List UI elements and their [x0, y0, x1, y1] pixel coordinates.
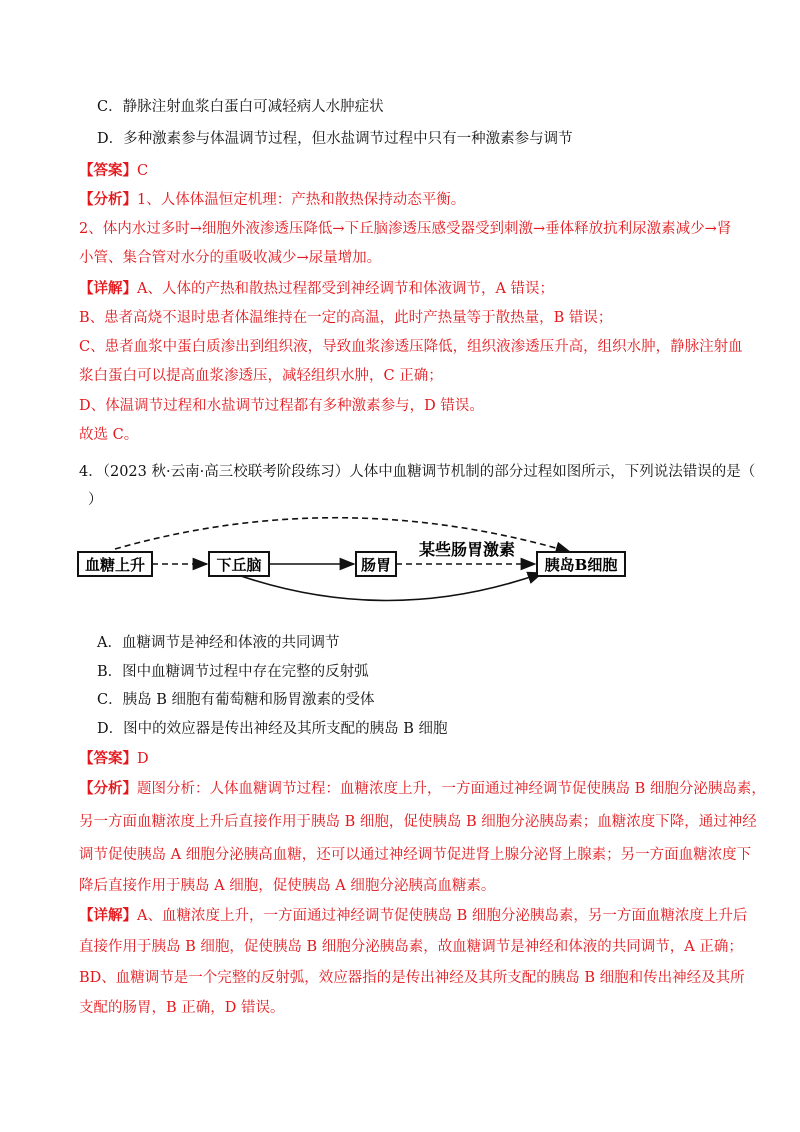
question4-stem-end: ）	[88, 492, 103, 508]
arrow-label-gut-hormones: 某些肠胃激素	[418, 540, 516, 559]
analysis-tag: 【分析】	[79, 780, 137, 797]
detail-prev-line4: 浆白蛋白可以提高血浆渗透压，减轻组织水肿，C 正确；	[79, 368, 443, 384]
option-d-prev: D．多种激素参与体温调节过程，但水盐调节过程中只有一种激素参与调节	[97, 131, 573, 147]
detail-prev-line1	[79, 279, 554, 299]
answer-value: C	[137, 163, 149, 179]
analysis-text: 题图分析：人体血糖调节过程：血糖浓度上升，一方面通过神经调节促使胰岛 B 细胞分泌胰岛素，	[137, 781, 766, 797]
detail-text: A、血糖浓度上升，一方面通过神经调节促使胰岛 B 细胞分泌胰岛素，另一方面血糖浓度上升后	[137, 908, 748, 924]
analysis4-line3: 调节促使胰岛 A 细胞分泌胰高血糖，还可以通过神经调节促进肾上腺分泌肾上腺素；另一方面血糖浓度下	[79, 847, 752, 863]
answer-tag: 【答案】	[79, 162, 137, 179]
analysis-text: 1、人体体温恒定机理：产热和散热保持动态平衡。	[137, 192, 466, 208]
analysis-prev-line1	[79, 190, 465, 210]
detail-prev-line3: C、患者血浆中蛋白质渗出到组织液，导致血浆渗透压降低，组织液渗透压升高，组织水肿，静脉注射血	[79, 339, 743, 355]
solid-curve-arrow	[238, 573, 542, 601]
box-hypothalamus-label: 下丘脑	[216, 556, 262, 574]
analysis4-line2: 另一方面血糖浓度上升后直接作用于胰岛 B 细胞，促使胰岛 B 细胞分泌胰岛素；血糖浓度下降，通过神经	[79, 814, 757, 830]
option4-a: A．血糖调节是神经和体液的共同调节	[97, 635, 340, 651]
answer-tag: 【答案】	[79, 750, 137, 767]
box-gut-label: 肠胃	[360, 556, 392, 574]
detail4-line4: 支配的肠胃，B 正确，D 错误。	[79, 1000, 285, 1016]
analysis4-line4: 降后直接作用于胰岛 A 细胞，促使胰岛 A 细胞分泌胰高血糖素。	[79, 878, 496, 894]
option-c-prev: C．静脉注射血浆白蛋白可减轻病人水肿症状	[97, 99, 384, 115]
option4-c: C．胰岛 B 细胞有葡萄糖和肠胃激素的受体	[97, 692, 375, 708]
box-islet-b-cell-label: 胰岛B细胞	[544, 556, 618, 574]
detail-prev-line5: D、体温调节过程和水盐调节过程都有多种激素参与，D 错误。	[79, 398, 484, 414]
question4-stem: 4．（2023 秋·云南·高三校联考阶段练习）人体中血糖调节机制的部分过程如图所示，下列说法错误的是（	[79, 464, 756, 480]
answer4	[79, 749, 149, 769]
option4-d: D．图中的效应器是传出神经及其所支配的胰岛 B 细胞	[97, 721, 448, 737]
blood-sugar-diagram	[70, 505, 640, 615]
analysis-prev-line3: 小管、集合管对水分的重吸收减少→尿量增加。	[79, 250, 382, 266]
detail-tag: 【详解】	[79, 280, 137, 297]
box-blood-sugar-label: 血糖上升	[84, 556, 146, 574]
option4-b: B．图中血糖调节过程中存在完整的反射弧	[97, 664, 369, 680]
detail-tag: 【详解】	[79, 907, 137, 924]
analysis4-line1	[79, 779, 766, 799]
detail4-line3: BD、血糖调节是一个完整的反射弧，效应器指的是传出神经及其所支配的胰岛 B 细胞和传出神经及其所	[79, 970, 745, 986]
answer-prev	[79, 161, 148, 181]
analysis-prev-line2: 2、体内水过多时→细胞外液渗透压降低→下丘脑渗透压感受器受到刺激→垂体释放抗利尿激素减少→肾	[79, 221, 732, 237]
detail-prev-line6: 故选 C。	[79, 427, 139, 443]
detail4-line1	[79, 906, 747, 926]
detail-prev-line2: B、患者高烧不退时患者体温维持在一定的高温，此时产热量等于散热量，B 错误；	[79, 310, 613, 326]
detail4-line2: 直接作用于胰岛 B 细胞，促使胰岛 B 细胞分泌胰岛素，故血糖调节是神经和体液的共同调节，A 正确；	[79, 939, 743, 955]
answer-value: D	[137, 751, 149, 767]
detail-text: A、人体的产热和散热过程都受到神经调节和体液调节，A 错误；	[137, 281, 555, 297]
analysis-tag: 【分析】	[79, 191, 137, 208]
